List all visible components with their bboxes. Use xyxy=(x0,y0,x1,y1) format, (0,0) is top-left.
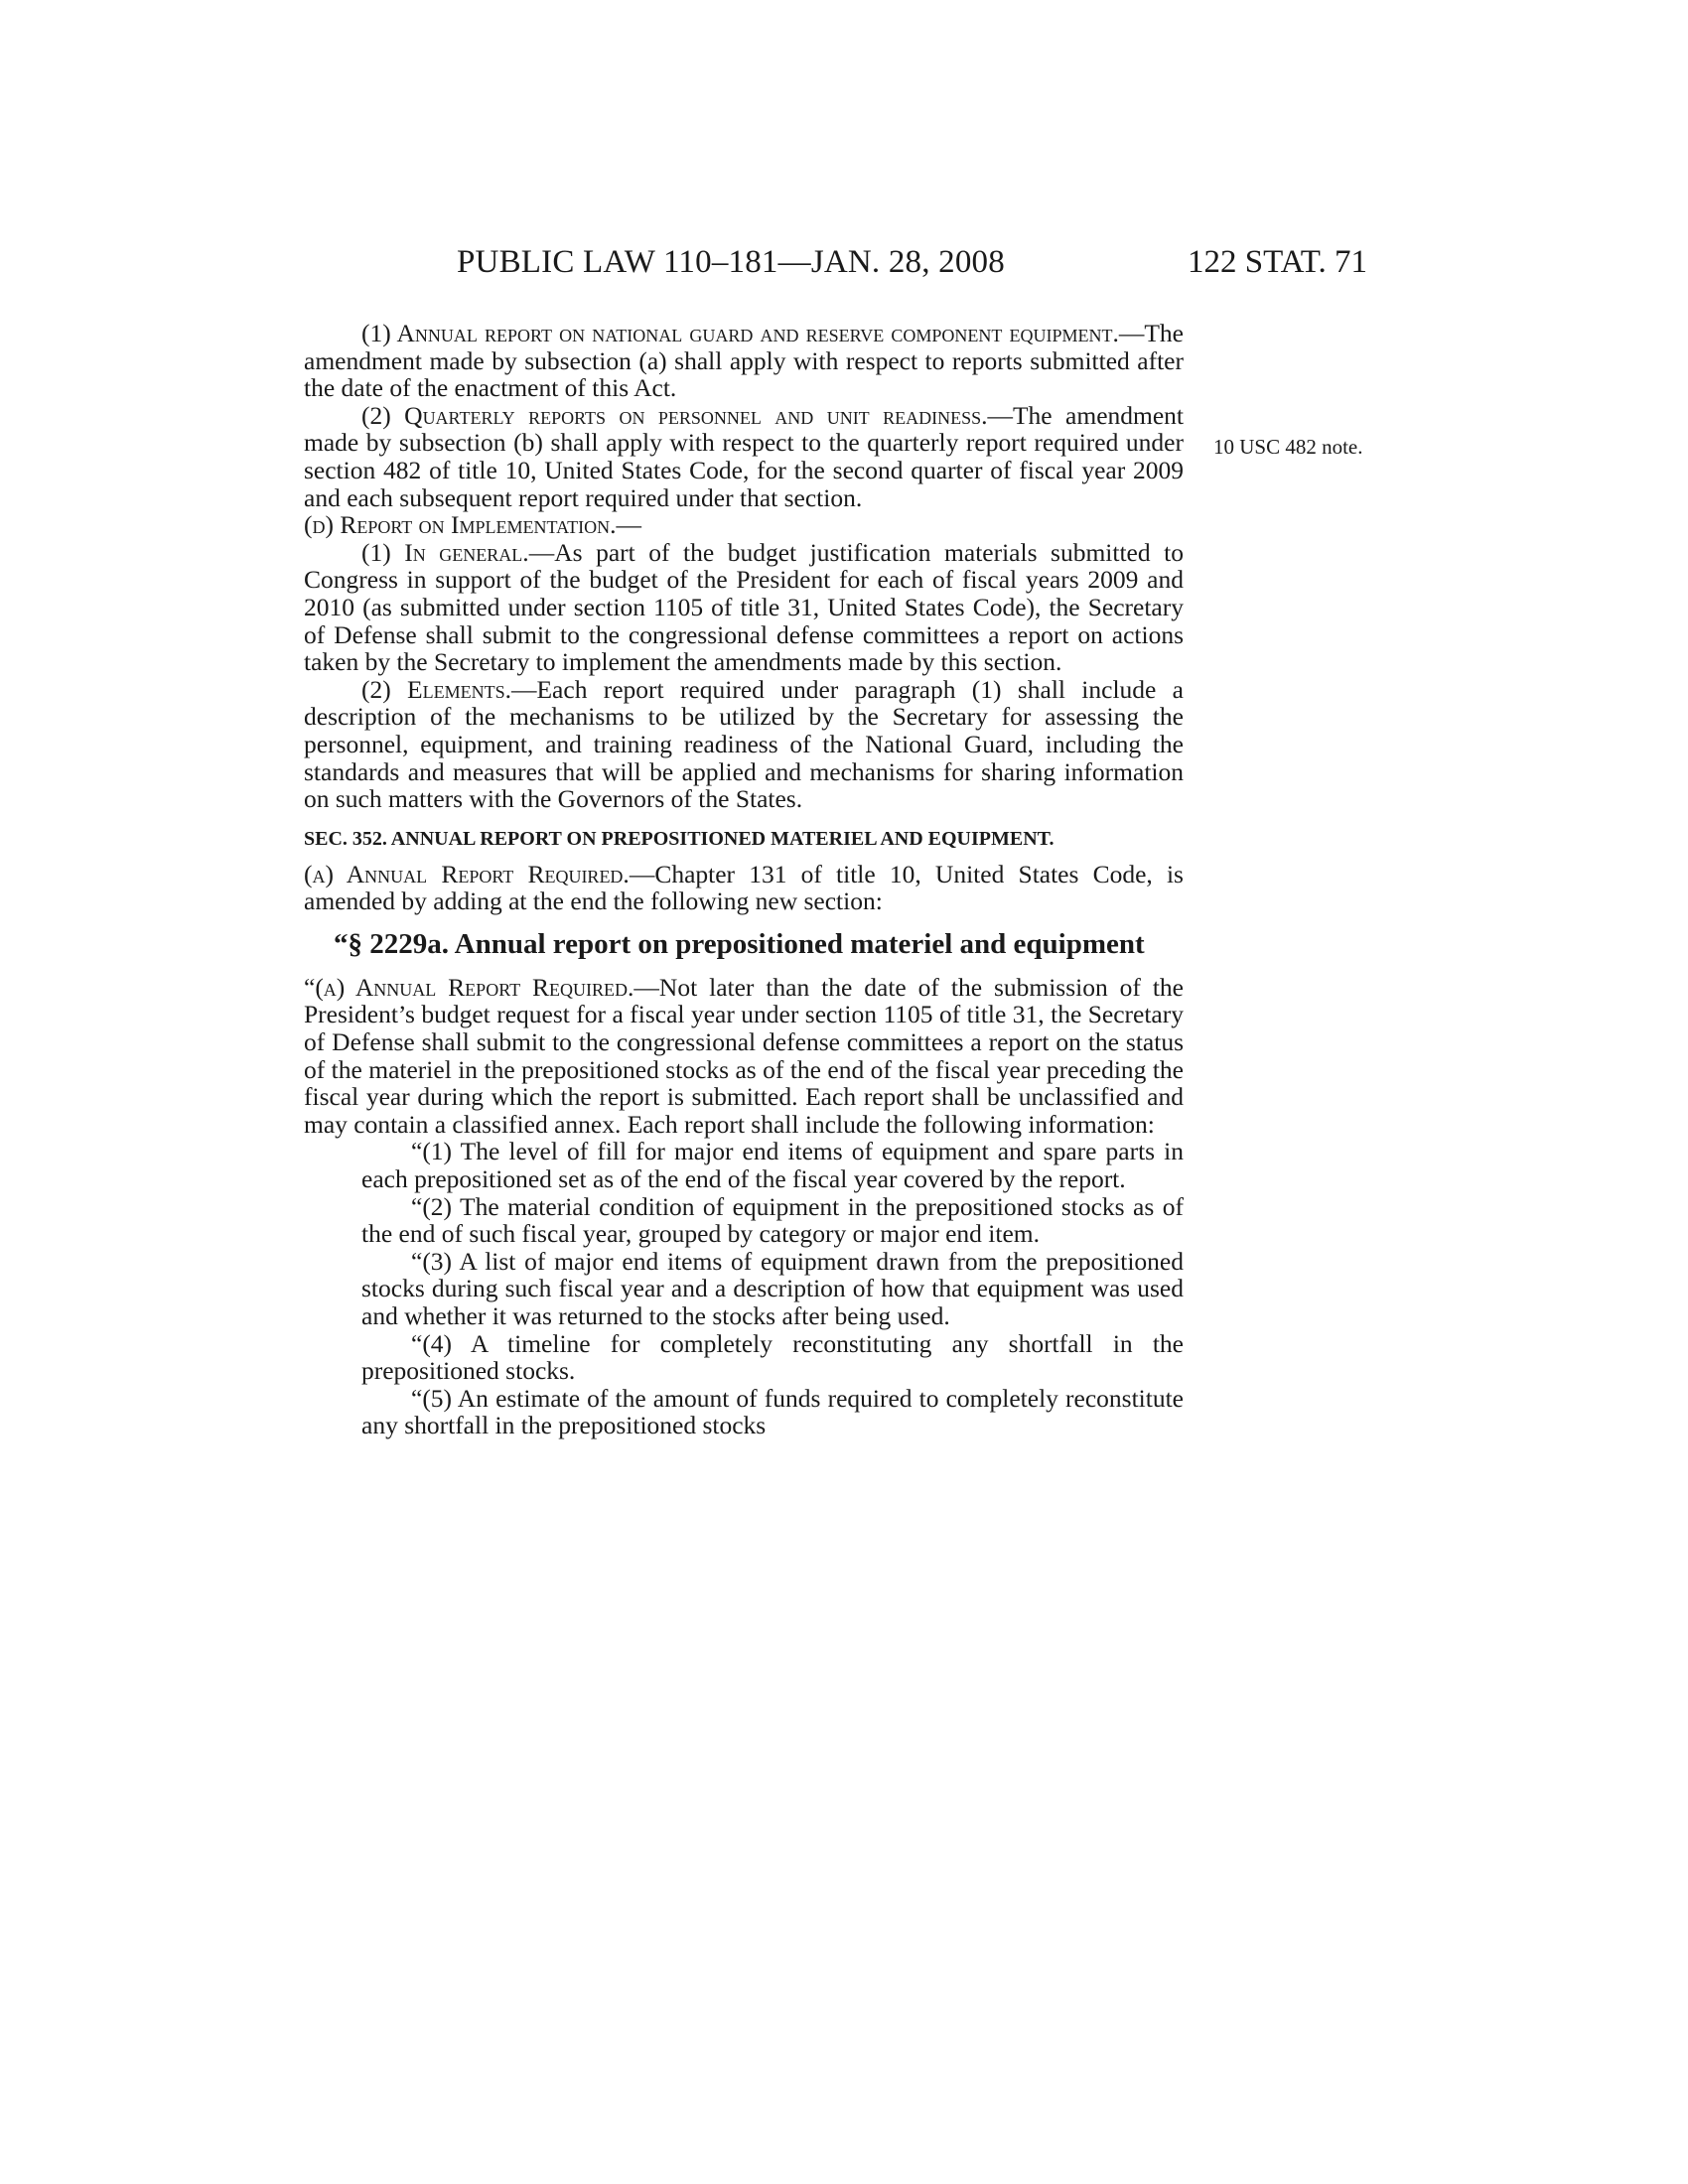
paragraph-text: —The amendment made by subsection (a) shall apply with respect to reports submitted after the date of the enactment of this Act. xyxy=(304,319,1184,403)
running-head: PUBLIC LAW 110–181—JAN. 28, 2008 xyxy=(457,244,1005,280)
paragraph-c1 xyxy=(304,320,1184,402)
paragraph-a xyxy=(304,861,1184,915)
paragraph-d2 xyxy=(304,676,1184,813)
new-section-heading: “§ 2229a. Annual report on prepositioned materiel and equipment xyxy=(334,927,1145,960)
paragraph-text: —The amendment made by subsection (b) shall apply with respect to the quarterly report required under section 482 of title 10, United States Code, for the second quarter of fiscal year 2009 and each subsequent report required under that section. xyxy=(304,400,1185,512)
margin-citation-note: 10 USC 482 note. xyxy=(1213,435,1363,459)
statute-page-number: 122 STAT. 71 xyxy=(1188,244,1368,280)
paragraph-heading: (2) Elements. xyxy=(361,674,511,704)
list-item-4: “(4) A timeline for completely reconstituting any shortfall in the prepositioned stocks. xyxy=(361,1328,1184,1386)
paragraph-c2 xyxy=(304,402,1184,511)
paragraph-text: —Each report required under paragraph (1) shall include a description of the mechanisms to be utilized by the Secretary for assessing the personnel, equipment, and training readiness of the National Guard, including the standards and measures that will be applied and mechanisms for sharing information on such matters with the Governors of the States. xyxy=(304,674,1184,814)
new-section-paragraph-a xyxy=(304,974,1184,1139)
paragraph-text: —As part of the budget justification materials submitted to Congress in support of the budget of the President for each of fiscal years 2009 and 2010 (as submitted under section 1105 of title 31, United States Code), the Secretary of Defense shall submit to the congressional defense committees a report on actions taken by the Secretary to implement the amendments made by this section. xyxy=(304,537,1185,677)
body-text xyxy=(304,320,1184,1439)
section-heading: SEC. 352. ANNUAL REPORT ON PREPOSITIONED MATERIEL AND EQUIPMENT. xyxy=(304,827,1055,850)
list-item-5: “(5) An estimate of the amount of funds required to completely reconstitute any shortfall in the prepositioned stocks xyxy=(361,1383,1184,1440)
list-item-2: “(2) The material condition of equipment in the prepositioned stocks as of the end of such fiscal year, grouped by category or major end item. xyxy=(361,1191,1184,1249)
paragraph-text: —Chapter 131 of title 10, United States Code, is amended by adding at the end the following new section: xyxy=(304,859,1184,916)
paragraph-heading: (1) In general. xyxy=(361,537,529,567)
paragraph-d1 xyxy=(304,539,1184,676)
paragraph-text: —Not later than the date of the submission of the President’s budget request for a fiscal year under section 1105 of title 31, the Secretary of Defense shall submit to the congressional defense committees a report on the status of the materiel in the prepositioned stocks as of the end of the fiscal year preceding the fiscal year during which the report is submitted. Each report shall be unclassified and may contain a classified annex. Each report shall include the following information: xyxy=(304,972,1184,1139)
subsection-d-heading xyxy=(304,511,1184,539)
list-item-1: “(1) The level of fill for major end items of equipment and spare parts in each prepositioned set as of the end of the fiscal year covered by the report. xyxy=(361,1137,1184,1194)
list-item-3: “(3) A list of major end items of equipment drawn from the prepositioned stocks during such fiscal year and a description of how that equipment was used and whether it was returned to the stocks after being used. xyxy=(361,1246,1184,1330)
paragraph-heading: (2) Quarterly reports on personnel and unit readiness. xyxy=(361,400,988,430)
subsection-heading: (d) Report on Implementation.— xyxy=(304,510,641,540)
paragraph-heading: “(a) Annual Report Required. xyxy=(304,972,634,1002)
paragraph-heading: (1) Annual report on national guard and reserve component equipment. xyxy=(361,319,1119,347)
paragraph-heading: (a) Annual Report Required. xyxy=(304,859,630,888)
